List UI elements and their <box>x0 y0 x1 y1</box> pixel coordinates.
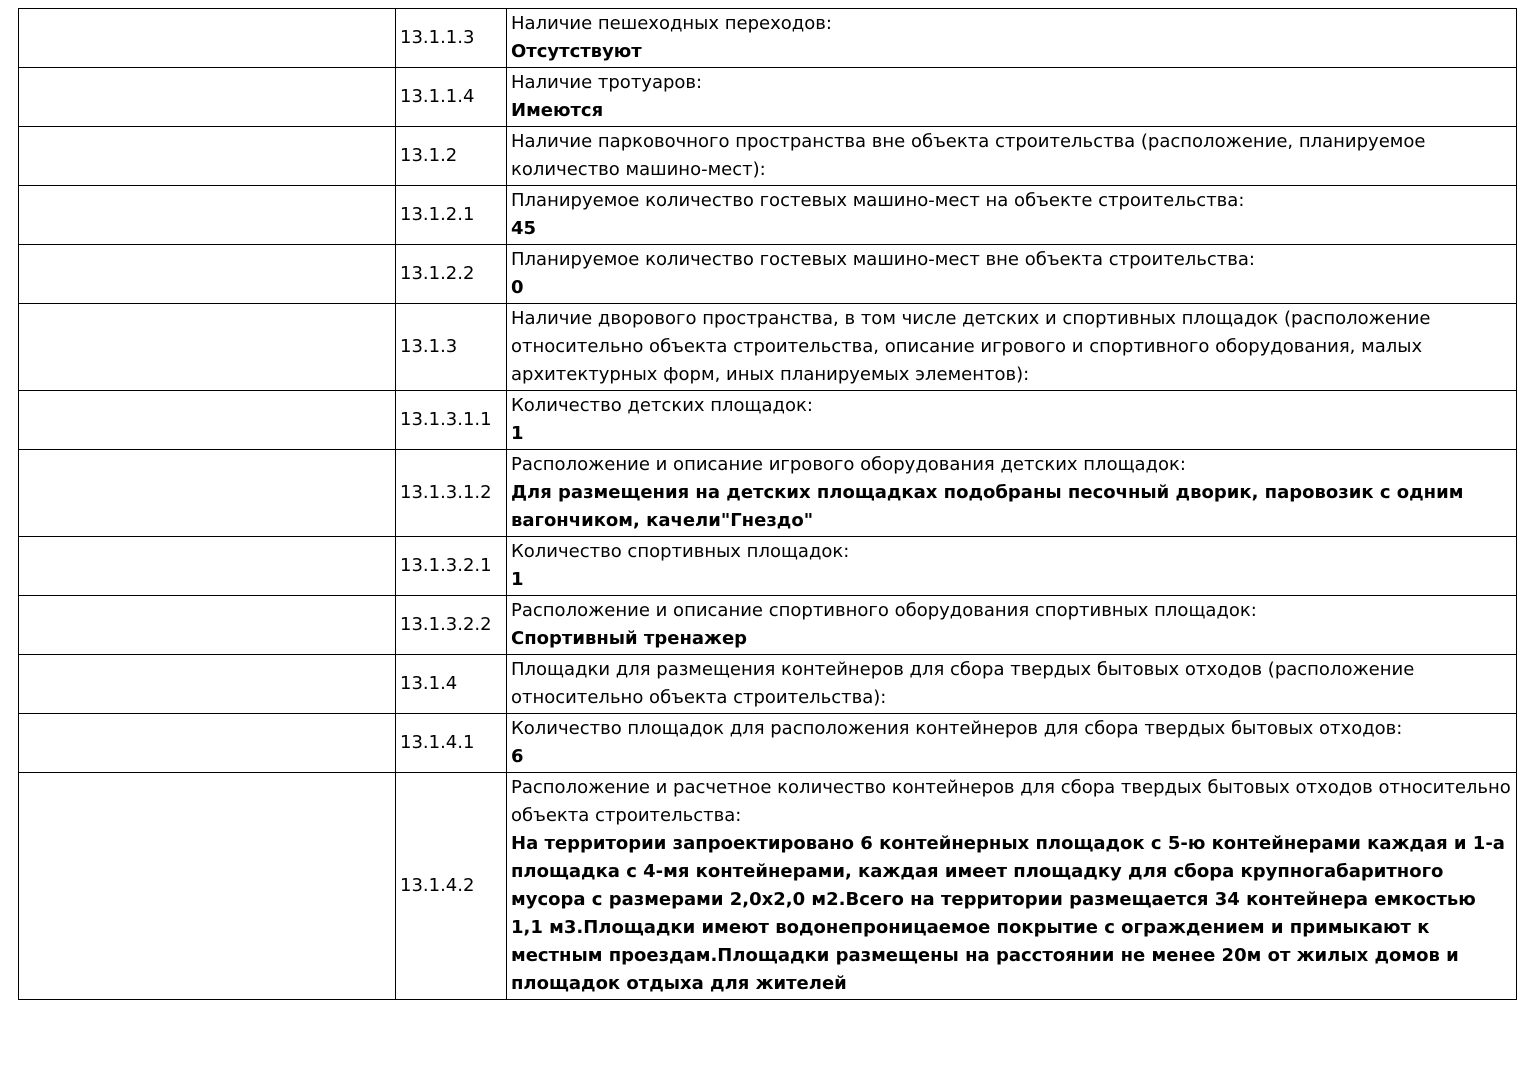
row-value: Спортивный тренажер <box>511 628 748 649</box>
table-row <box>19 596 1517 655</box>
row-label: Количество площадок для расположения контейнеров для сбора твердых бытовых отходов: <box>511 718 1403 739</box>
empty-cell <box>19 655 396 714</box>
empty-cell <box>19 127 396 186</box>
row-value: 1 <box>511 423 524 444</box>
empty-cell <box>19 304 396 391</box>
table-row <box>19 186 1517 245</box>
row-content <box>507 596 1517 655</box>
row-value: 0 <box>511 277 524 298</box>
row-code: 13.1.3.2.1 <box>396 537 507 596</box>
row-code: 13.1.2.2 <box>396 245 507 304</box>
row-value: 6 <box>511 746 524 767</box>
table-row <box>19 68 1517 127</box>
row-content <box>507 186 1517 245</box>
row-code: 13.1.4.2 <box>396 773 507 1000</box>
row-code: 13.1.3.1.2 <box>396 450 507 537</box>
row-code: 13.1.3.1.1 <box>396 391 507 450</box>
row-content <box>507 9 1517 68</box>
table-row <box>19 391 1517 450</box>
row-content <box>507 68 1517 127</box>
empty-cell <box>19 391 396 450</box>
row-code: 13.1.3.2.2 <box>396 596 507 655</box>
row-value: Имеются <box>511 100 604 121</box>
empty-cell <box>19 245 396 304</box>
row-label: Расположение и описание игрового оборудования детских площадок: <box>511 454 1186 475</box>
row-label: Наличие пешеходных переходов: <box>511 13 832 34</box>
row-content <box>507 537 1517 596</box>
row-code: 13.1.3 <box>396 304 507 391</box>
empty-cell <box>19 773 396 1000</box>
row-value: Для размещения на детских площадках подобраны песочный дворик, паровозик с одним вагончиком, качели"Гнездо" <box>511 482 1464 531</box>
empty-cell <box>19 714 396 773</box>
row-content <box>507 245 1517 304</box>
table-row <box>19 9 1517 68</box>
row-code: 13.1.4.1 <box>396 714 507 773</box>
empty-cell <box>19 596 396 655</box>
row-content <box>507 450 1517 537</box>
row-content <box>507 391 1517 450</box>
row-label: Наличие дворового пространства, в том числе детских и спортивных площадок (расположение относительно объекта строительства, описание игрового и спортивного оборудования, малых архитектурных форм, иных планируемых элементов): <box>511 308 1431 385</box>
row-value: Отсутствуют <box>511 41 642 62</box>
row-label: Количество детских площадок: <box>511 395 813 416</box>
row-label: Планируемое количество гостевых машино-мест на объекте строительства: <box>511 190 1245 211</box>
empty-cell <box>19 9 396 68</box>
row-label: Расположение и описание спортивного оборудования спортивных площадок: <box>511 600 1257 621</box>
row-label: Наличие парковочного пространства вне объекта строительства (расположение, планируемое количество машино-мест): <box>511 131 1426 180</box>
empty-cell <box>19 68 396 127</box>
row-content <box>507 655 1517 714</box>
row-code: 13.1.2 <box>396 127 507 186</box>
table-row <box>19 773 1517 1000</box>
empty-cell <box>19 537 396 596</box>
table-row <box>19 245 1517 304</box>
row-code: 13.1.1.4 <box>396 68 507 127</box>
row-code: 13.1.2.1 <box>396 186 507 245</box>
row-label: Площадки для размещения контейнеров для сбора твердых бытовых отходов (расположение относительно объекта строительства): <box>511 659 1415 708</box>
empty-cell <box>19 450 396 537</box>
row-label: Планируемое количество гостевых машино-мест вне объекта строительства: <box>511 249 1255 270</box>
row-value: На территории запроектировано 6 контейнерных площадок с 5-ю контейнерами каждая и 1-а площадка с 4-мя контейнерами, каждая имеет площадку для сбора крупногабаритного мусора с размерами 2,0х2,0 м2.Всего на территории размещается 34 контейнера емкостью 1,1 м3.Площадки имеют водонепроницаемое покрытие с ограждением и примыкают к местным проездам.Площадки размещены на расстоянии не менее 20м от жилых домов и площадок отдыха для жителей <box>511 833 1505 994</box>
row-value: 1 <box>511 569 524 590</box>
table-row <box>19 655 1517 714</box>
declaration-table <box>18 8 1517 1000</box>
row-label: Расположение и расчетное количество контейнеров для сбора твердых бытовых отходов относительно объекта строительства: <box>511 777 1511 826</box>
row-label: Наличие тротуаров: <box>511 72 703 93</box>
row-label: Количество спортивных площадок: <box>511 541 850 562</box>
table-row <box>19 450 1517 537</box>
table-row <box>19 304 1517 391</box>
table-row <box>19 714 1517 773</box>
row-content <box>507 304 1517 391</box>
table-row <box>19 537 1517 596</box>
empty-cell <box>19 186 396 245</box>
row-content <box>507 714 1517 773</box>
table-row <box>19 127 1517 186</box>
row-code: 13.1.1.3 <box>396 9 507 68</box>
row-code: 13.1.4 <box>396 655 507 714</box>
row-content <box>507 773 1517 1000</box>
row-value: 45 <box>511 218 537 239</box>
row-content <box>507 127 1517 186</box>
